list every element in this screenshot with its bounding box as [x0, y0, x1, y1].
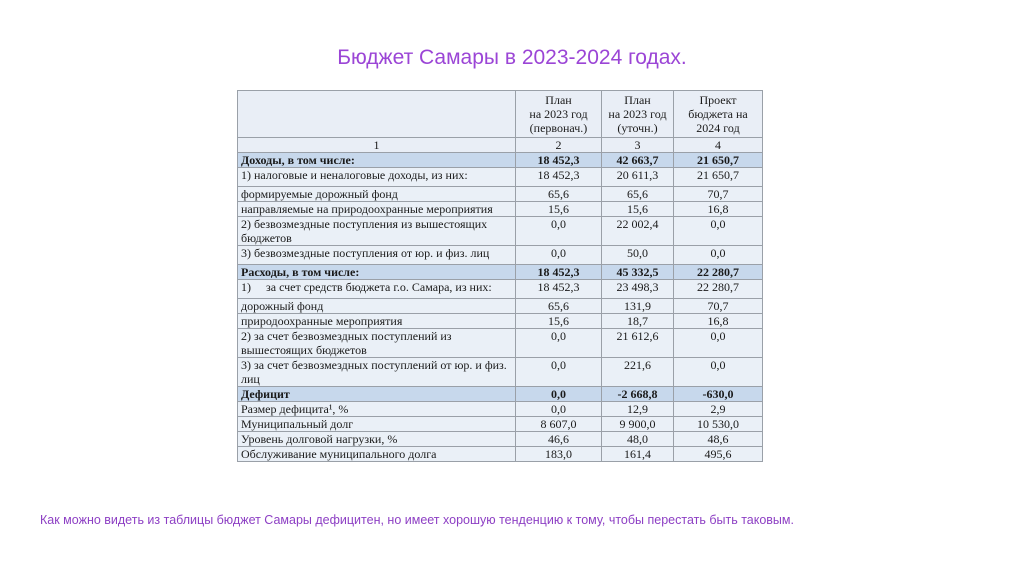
row-value: 18 452,3 [516, 265, 602, 280]
row-value: 65,6 [516, 187, 602, 202]
row-value: 45 332,5 [602, 265, 674, 280]
row-label: направляемые на природоохранные мероприятия [238, 202, 516, 217]
row-value: 70,7 [674, 299, 763, 314]
row-label: 1) налоговые и неналоговые доходы, из них: [238, 168, 516, 187]
row-label: формируемые дорожный фонд [238, 187, 516, 202]
row-value: 18 452,3 [516, 168, 602, 187]
row-value: 21 650,7 [674, 168, 763, 187]
budget-table-container [237, 90, 762, 462]
row-label: дорожный фонд [238, 299, 516, 314]
row-label: Расходы, в том числе: [238, 265, 516, 280]
row-value: 46,6 [516, 432, 602, 447]
row-value: 183,0 [516, 447, 602, 462]
row-value: 18,7 [602, 314, 674, 329]
row-value: 22 002,4 [602, 217, 674, 246]
index-cell: 3 [602, 138, 674, 153]
row-value: 0,0 [674, 358, 763, 387]
row-value: 0,0 [516, 358, 602, 387]
row-value: 15,6 [516, 202, 602, 217]
table-row-income-total [238, 153, 763, 168]
row-value: 495,6 [674, 447, 763, 462]
row-label: 2) за счет безвозмездных поступлений из вышестоящих бюджетов [238, 329, 516, 358]
header-cell-project-2024: Проект бюджета на 2024 год [674, 91, 763, 138]
table-row-expenses-total [238, 265, 763, 280]
row-value: 48,0 [602, 432, 674, 447]
row-label: Размер дефицита¹, % [238, 402, 516, 417]
index-cell: 4 [674, 138, 763, 153]
row-value: 20 611,3 [602, 168, 674, 187]
row-label: 1) за счет средств бюджета г.о. Самара, из них: [238, 280, 516, 299]
row-label: 2) безвозмездные поступления из вышестоящих бюджетов [238, 217, 516, 246]
row-value: 16,8 [674, 202, 763, 217]
table-row [238, 299, 763, 314]
row-value: 15,6 [516, 314, 602, 329]
row-value: 0,0 [674, 246, 763, 265]
header-cell-plan-updated: План на 2023 год (уточн.) [602, 91, 674, 138]
row-value: 65,6 [516, 299, 602, 314]
row-value: 2,9 [674, 402, 763, 417]
index-cell: 2 [516, 138, 602, 153]
row-value: 9 900,0 [602, 417, 674, 432]
row-label: Дефицит [238, 387, 516, 402]
row-value: 50,0 [602, 246, 674, 265]
row-value: -2 668,8 [602, 387, 674, 402]
row-label: 3) за счет безвозмездных поступлений от юр. и физ. лиц [238, 358, 516, 387]
table-row [238, 447, 763, 462]
row-value: -630,0 [674, 387, 763, 402]
table-row [238, 358, 763, 387]
row-value: 8 607,0 [516, 417, 602, 432]
table-row [238, 202, 763, 217]
row-label: природоохранные мероприятия [238, 314, 516, 329]
row-value: 65,6 [602, 187, 674, 202]
row-label: Доходы, в том числе: [238, 153, 516, 168]
table-row [238, 402, 763, 417]
row-value: 10 530,0 [674, 417, 763, 432]
row-value: 18 452,3 [516, 280, 602, 299]
caption-text: Как можно видеть из таблицы бюджет Самары дефицитен, но имеет хорошую тенденцию к тому, чтобы перестать быть таковым. [40, 513, 794, 527]
row-value: 0,0 [516, 387, 602, 402]
row-label: Уровень долговой нагрузки, % [238, 432, 516, 447]
row-value: 12,9 [602, 402, 674, 417]
page-title: Бюджет Самары в 2023-2024 годах. [337, 46, 687, 69]
row-value: 0,0 [516, 329, 602, 358]
row-value: 18 452,3 [516, 153, 602, 168]
row-value: 42 663,7 [602, 153, 674, 168]
table-row [238, 168, 763, 187]
row-value: 221,6 [602, 358, 674, 387]
row-value: 0,0 [516, 246, 602, 265]
row-value: 0,0 [516, 217, 602, 246]
table-row [238, 187, 763, 202]
row-value: 161,4 [602, 447, 674, 462]
table-row [238, 217, 763, 246]
row-value: 0,0 [674, 217, 763, 246]
row-value: 48,6 [674, 432, 763, 447]
row-label: Обслуживание муниципального долга [238, 447, 516, 462]
row-label: 3) безвозмездные поступления от юр. и физ. лиц [238, 246, 516, 265]
row-value: 23 498,3 [602, 280, 674, 299]
row-value: 15,6 [602, 202, 674, 217]
header-cell-label [238, 91, 516, 138]
table-row [238, 329, 763, 358]
row-value: 22 280,7 [674, 265, 763, 280]
budget-table [237, 90, 763, 462]
table-row [238, 314, 763, 329]
row-value: 21 650,7 [674, 153, 763, 168]
table-row [238, 246, 763, 265]
table-row-deficit [238, 387, 763, 402]
row-value: 0,0 [516, 402, 602, 417]
header-cell-plan-initial: План на 2023 год (первонач.) [516, 91, 602, 138]
index-cell: 1 [238, 138, 516, 153]
table-row [238, 417, 763, 432]
row-label: Муниципальный долг [238, 417, 516, 432]
row-value: 16,8 [674, 314, 763, 329]
row-value: 22 280,7 [674, 280, 763, 299]
table-header-row [238, 91, 763, 138]
row-value: 131,9 [602, 299, 674, 314]
row-value: 21 612,6 [602, 329, 674, 358]
table-index-row [238, 138, 763, 153]
table-row [238, 280, 763, 299]
table-row [238, 432, 763, 447]
row-value: 70,7 [674, 187, 763, 202]
row-value: 0,0 [674, 329, 763, 358]
